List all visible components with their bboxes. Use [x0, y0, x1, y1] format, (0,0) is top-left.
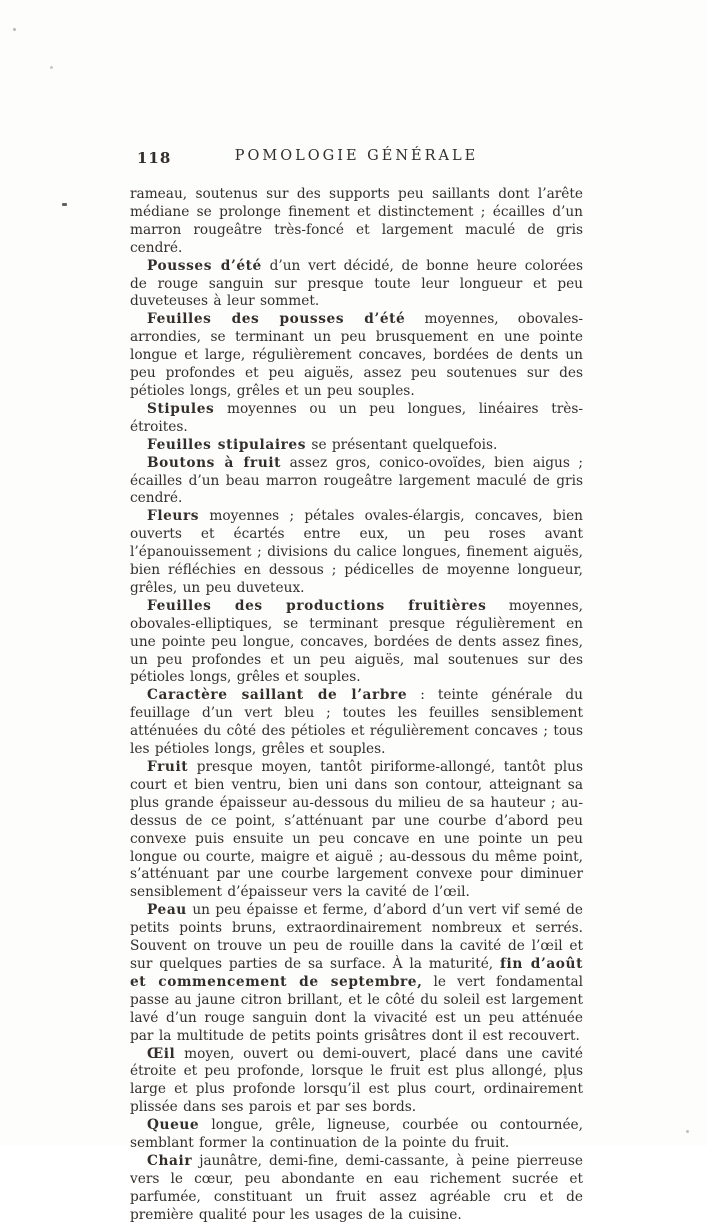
paragraph	[130, 455, 583, 509]
paragraph	[130, 759, 583, 902]
page-number: 118	[137, 149, 172, 167]
page-header	[130, 148, 583, 170]
paragraph-text: le vert fondamental passe au jaune citron brillant, et le côté du soleil est largement lavé d’un rouge sanguin dont la vivacité est un peu atténuée par la multitude de petits points grisâtres dont il est recouvert.	[130, 973, 583, 1044]
paragraph-text: jaunâtre, demi-fine, demi-cassante, à peine pierreuse vers le cœur, peu abondante en eau richement sucrée et parfumée, constituant un fruit assez agréable cru et de première qualité pour les usages de la cuisine.	[130, 1152, 583, 1223]
paragraph-text: se présentant quelquefois.	[306, 436, 498, 453]
paragraph-text: moyen, ouvert ou demi-ouvert, placé dans une cavité étroite et peu profonde, lorsque le fruit est plus allongé, plus large et plus profonde lorsqu’il est plus court, ordinairement plissée dans ses parois et par ses bords.	[130, 1045, 583, 1116]
paragraph	[130, 437, 583, 455]
paragraph	[130, 687, 583, 759]
paragraph	[130, 598, 583, 688]
bold-lead: fin d’août et commencement de septembre,	[130, 955, 583, 990]
bold-lead: Feuilles des pousses d’été	[147, 311, 406, 328]
bold-lead: Pousses d’été	[147, 257, 262, 274]
bold-lead: Œil	[147, 1045, 176, 1062]
paragraph	[130, 401, 583, 437]
paragraph	[130, 1117, 583, 1153]
paragraph-text: un peu épaisse et ferme, d’abord d’un vert vif semé de petits points bruns, extraordinairement nombreux et serrés. Souvent on trouve un peu de rouille dans la cavité de l’œil et sur quelques parties de sa surface. À la maturité,	[130, 902, 583, 972]
paragraph	[130, 311, 583, 401]
paragraph-text: moyennes, obovales-elliptiques, se terminant presque régulièrement en une pointe peu longue, concaves, bordées de dents assez fines, un peu profondes et un peu aiguës, mal soutenues sur des pétioles longs, grêles et souples.	[130, 597, 583, 686]
margin-mark	[62, 203, 67, 206]
paragraph	[130, 508, 583, 598]
text-column	[130, 148, 583, 1225]
scan-speck	[13, 28, 16, 31]
paragraph-text: rameau, soutenus sur des supports peu saillants dont l’arête médiane se prolonge finement et distinctement ; écailles d’un marron rougeâtre très-foncé et largement maculé de gris cendré.	[130, 186, 583, 256]
text-block	[130, 186, 583, 1225]
paragraph-text: : teinte générale du feuillage d’un vert bleu ; toutes les feuilles sensiblement atténuées du côté des pétioles et régulièrement concaves ; tous les pétioles longs, grêles et souples.	[130, 687, 583, 758]
paragraph-text: moyennes ou un peu longues, linéaires très-étroites.	[130, 400, 583, 435]
bold-lead: Queue	[147, 1117, 200, 1134]
bold-lead: Fleurs	[147, 508, 200, 525]
running-title: POMOLOGIE GÉNÉRALE	[234, 148, 479, 164]
paragraph	[130, 258, 583, 312]
bold-lead: Fruit	[147, 759, 189, 775]
bold-lead: Feuilles stipulaires	[147, 436, 307, 453]
paragraph	[130, 902, 583, 1045]
paragraph-text: presque moyen, tantôt piriforme-allongé, tantôt plus court et bien ventru, bien uni dans son contour, atteignant sa plus grande épaisseur au-dessous du milieu de sa hauteur ; au-dessus de ce point, s’atténuant par une courbe d’abord peu convexe puis ensuite un peu concave en une pointe un peu longue ou courte, maigre et aiguë ; au-dessous du même point, s’atténuant par une courbe largement convexe pour diminuer sensiblement d’épaisseur vers la cavité de l’œil.	[130, 759, 583, 901]
bold-lead: Boutons à fruit	[147, 454, 282, 471]
bold-lead: Stipules	[147, 400, 215, 417]
paragraph-text: moyennes, obovales-arrondies, se terminant un peu brusquement en une pointe longue et large, régulièrement concaves, bordées de dents un peu profondes et peu aiguës, assez peu soutenues sur des pétioles longs, grêles et un peu souples.	[130, 311, 584, 399]
paragraph-text: d’un vert décidé, de bonne heure colorées de rouge sanguin sur presque toute leur longueur et peu duveteuses à leur sommet.	[130, 257, 583, 310]
bold-lead: Feuilles des productions fruitières	[147, 597, 487, 614]
paragraph	[130, 1153, 583, 1225]
bold-lead: Caractère saillant de l’arbre	[147, 687, 408, 704]
bold-lead: Chair	[147, 1152, 193, 1169]
scan-speck	[50, 66, 53, 69]
paragraph-text: assez gros, conico-ovoïdes, bien aigus ; écailles d’un beau marron rougeâtre largement maculé de gris cendré.	[130, 454, 584, 507]
paragraph-text: longue, grêle, ligneuse, courbée ou contournée, semblant former la continuation de la pointe du fruit.	[130, 1117, 583, 1152]
paragraph	[130, 186, 583, 258]
paragraph-text: moyennes ; pétales ovales-élargis, concaves, bien ouverts et écartés entre eux, un peu roses avant l’épanouissement ; divisions du calice longues, finement aiguës, bien réfléchies en dessous ; pédicelles de moyenne longueur, grêles, un peu duveteux.	[130, 508, 583, 596]
paragraph	[130, 1046, 583, 1118]
bold-lead: Peau	[147, 902, 187, 919]
scan-speck	[686, 1130, 689, 1133]
